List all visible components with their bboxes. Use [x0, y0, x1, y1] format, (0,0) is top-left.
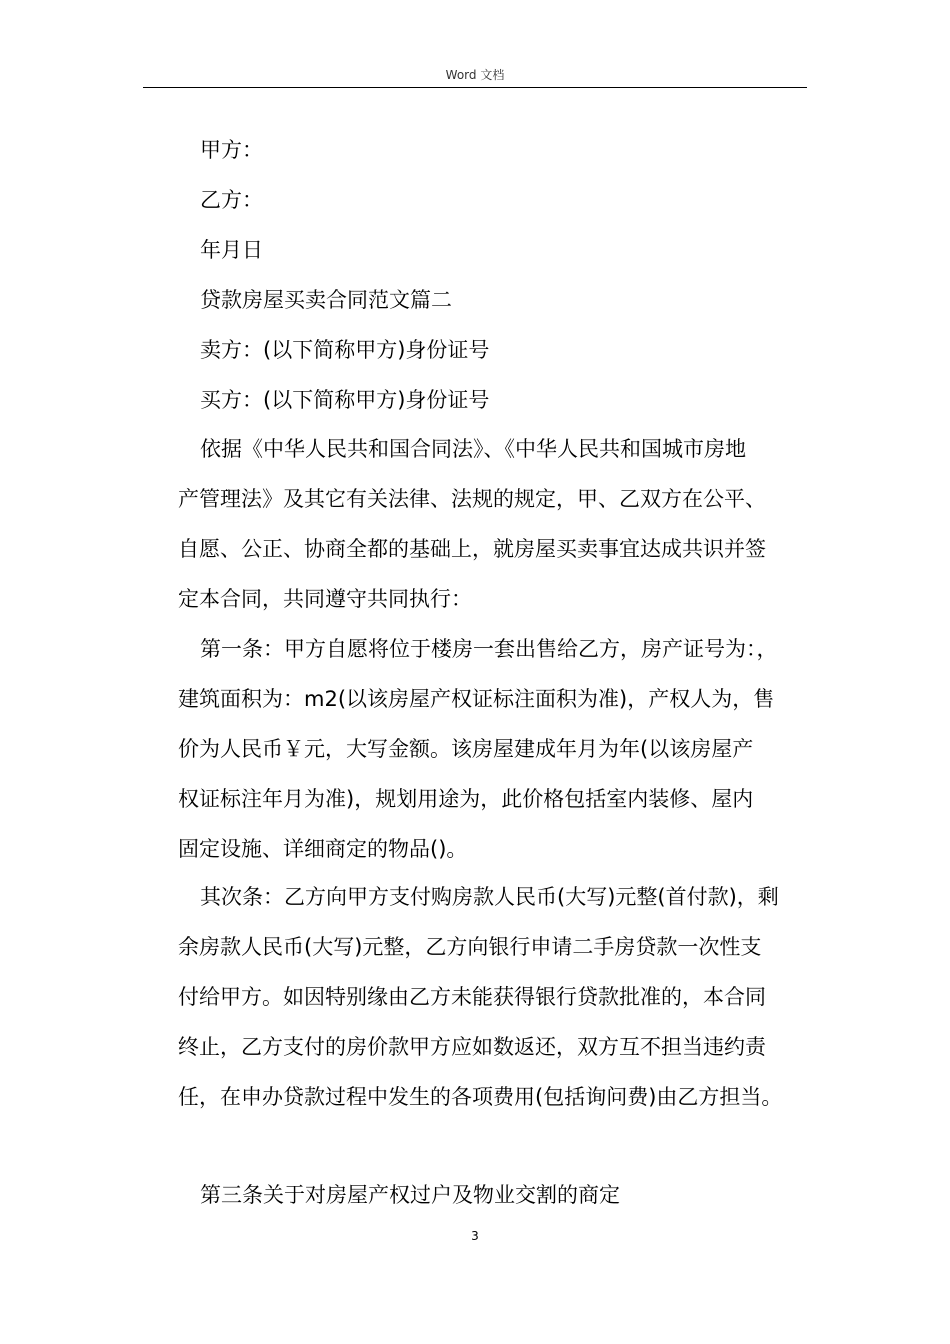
party-b-line: 乙方： — [200, 188, 263, 212]
article-1-line-3: 价为人民币￥元，大写金额。该房屋建成年月为年(以该房屋产 — [178, 737, 754, 761]
party-a-line: 甲方： — [200, 138, 263, 162]
preamble-line-2: 产管理法》及其它有关法律、法规的规定，甲、乙双方在公平、 — [178, 487, 766, 511]
article-3-heading: 第三条关于对房屋产权过户及物业交割的商定 — [200, 1183, 620, 1207]
article-2-line-3: 付给甲方。如因特别缘由乙方未能获得银行贷款批准的，本合同 — [178, 985, 766, 1009]
page-number: 3 — [471, 1229, 479, 1243]
article-2-line-4: 终止，乙方支付的房价款甲方应如数返还，双方互不担当违约责 — [178, 1035, 766, 1059]
header-rule — [143, 87, 807, 88]
article-1-line-1: 第一条：甲方自愿将位于楼房一套出售给乙方，房产证号为：， — [200, 637, 778, 661]
article-2-line-2: 余房款人民币(大写)元整，乙方向银行申请二手房贷款一次性支 — [178, 935, 762, 959]
preamble-line-1: 依据《中华人民共和国合同法》、《中华人民共和国城市房地 — [200, 437, 746, 461]
article-1-line-4: 权证标注年月为准)，规划用途为，此价格包括室内装修、屋内 — [178, 787, 754, 811]
date-line: 年月日 — [200, 238, 263, 262]
article-2-line-5: 任，在申办贷款过程中发生的各项费用(包括询问费)由乙方担当。 — [178, 1085, 783, 1109]
article-1-line-2: 建筑面积为：m2(以该房屋产权证标注面积为准)，产权人为，售 — [178, 687, 775, 711]
buyer-line: 买方：(以下简称甲方)身份证号 — [200, 388, 490, 412]
preamble-line-4: 定本合同，共同遵守共同执行： — [178, 587, 472, 611]
article-2-line-1: 其次条：乙方向甲方支付购房款人民币(大写)元整(首付款)，剩 — [200, 885, 779, 909]
page-header: Word 文档 — [445, 68, 505, 82]
section-title: 贷款房屋买卖合同范文篇二 — [200, 288, 452, 312]
article-1-line-5: 固定设施、详细商定的物品()。 — [178, 837, 468, 861]
seller-line: 卖方：(以下简称甲方)身份证号 — [200, 338, 490, 362]
preamble-line-3: 自愿、公正、协商全都的基础上，就房屋买卖事宜达成共识并签 — [178, 537, 766, 561]
